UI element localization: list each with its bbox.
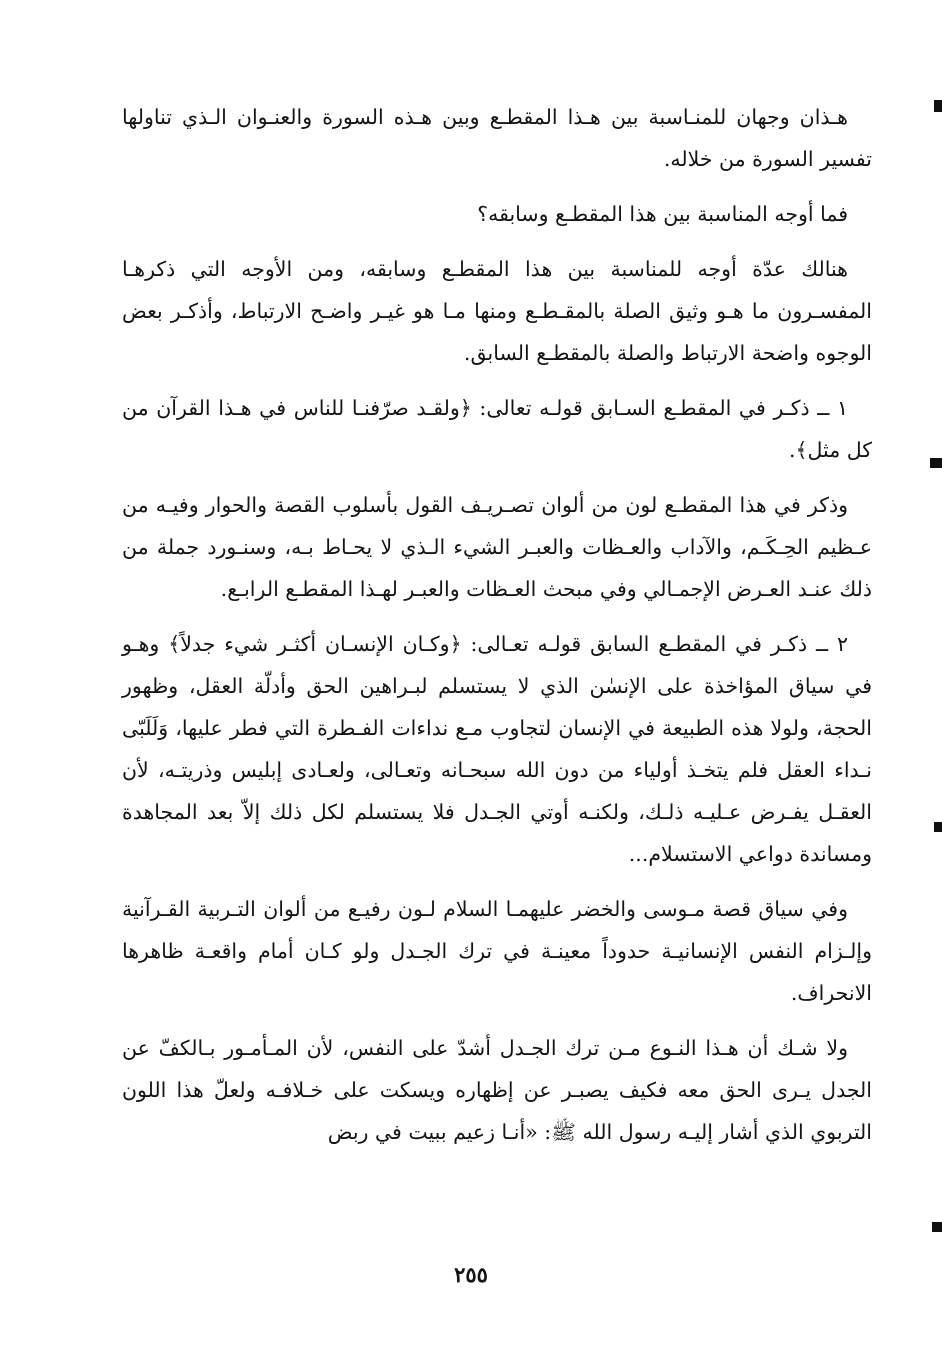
paragraph-point-one-detail: وذكر في هذا المقطـع لون من ألوان تصـريـف القول بأسلوب القصة والحوار وفيـه من عـظيم الحِـكَـم، والآداب والعـظات والعبـر الشيء الـذي لا يحـاط بـه، وسنـورد جملة من ذلك عنـد العـرض الإجمـالي وفي مبحث العـظات والعبـر لهـذا المقطـع الرابـع. — [122, 493, 872, 601]
paragraph-intro-conclusion: هـذان وجهان للمنـاسبة بين هـذا المقطـع وبين هـذه السورة والعنـوان الـذي تناولها تفسير السورة من خلاله. — [122, 105, 872, 171]
scan-edge-mark — [932, 1222, 942, 1232]
paragraph-point-two: ٢ ــ ذكـر في المقطـع السابق قولـه تعـالى: ﴿وكـان الإنسـان أكثـر شيء جدلاً﴾ وهـو في سياق المؤاخذة على الإنسٰن الذي لا يستسلم لبـراهين الحق وأدلّة العقل، وظهور الحجة، ولولا هذه الطبيعة في الإنسان لتجاوب مـع نداءات الفـطرة التي فطر عليها، وَلَلَبّى نـداء العقل فلم يتخـذ أولياء من دون الله سبحـانه وتعـالى، ولعـادى إبليس وذريتـه، لأن العقـل يفـرض عـليـه ذلـك، ولكنـه أوتي الجـدل فلا يستسلم لكل ذلك إلاّ بعد المجاهدة ومساندة دواعي الاستسلام... — [122, 632, 872, 866]
paragraph-aspects-overview: هنالك عدّة أوجه للمناسبة بين هذا المقطـع وسابقه، ومن الأوجه التي ذكرهـا المفسـرون ما هـو وثيق الصلة بالمقـطـع ومنها مـا هو غيـر واضـح الارتباط، وأذكـر بعض الوجوه واضحة الارتباط والصلة بالمقطـع السابق. — [122, 257, 872, 365]
paragraph-leaving-argument: ولا شـك أن هـذا النـوع مـن ترك الجـدل أشدّ على النفس، لأن المـأمـور بـالكفّ عن الجدل يـرى الحق معه فكيف يصبـر عن إظهاره ويسكت على خـلافـه ولعلّ هذا اللون التربوي الذي أشار إليـه رسول الله ﷺ: «أنـا زعيم ببيت في ربض — [122, 1036, 872, 1144]
scan-edge-mark — [934, 822, 942, 832]
page-body-text — [122, 96, 872, 1166]
scan-edge-mark — [930, 458, 942, 468]
scan-edge-mark — [934, 100, 942, 112]
page-number: ٢٥٥ — [454, 1262, 488, 1287]
paragraph-point-one: ١ ــ ذكـر في المقطـع السـابق قولـه تعالى: ﴿ولقـد صرّفنـا للناس في هـذا القرآن من كل مثل﴾. — [122, 396, 872, 462]
paragraph-musa-khidr: وفي سياق قصة مـوسى والخضر عليهمـا السلام لـون رفيـع من ألوان التـربية القـرآنية وإلـزام النفس الإنسانيـة حدوداً معينـة في ترك الجـدل ولو كـان أمام واقعـة ظاهرها الانحراف. — [122, 897, 872, 1005]
paragraph-question: فما أوجه المناسبة بين هذا المقطـع وسابقه؟ — [477, 202, 848, 226]
